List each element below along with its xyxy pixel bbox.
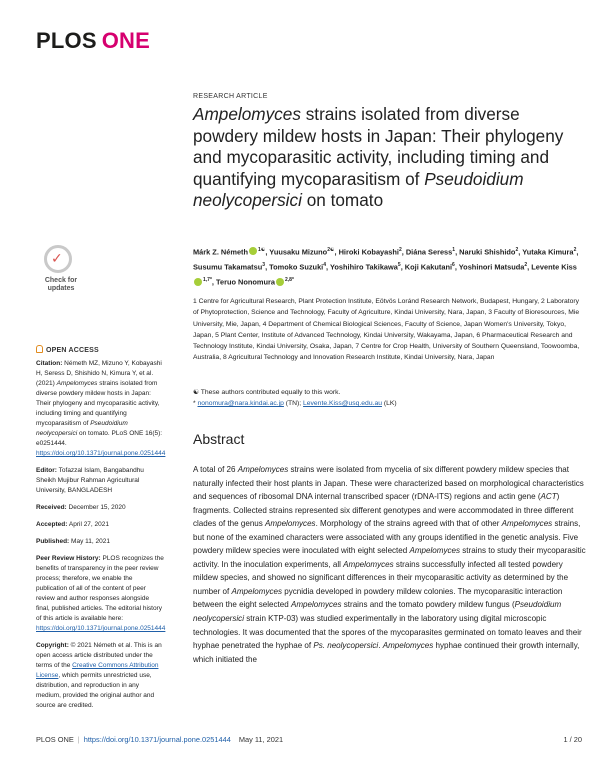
author-name: Yutaka Kimura — [522, 247, 574, 257]
email-link-lk[interactable]: Levente.Kiss@usq.edu.au — [303, 400, 382, 407]
italic-term: ACT — [540, 492, 557, 502]
italic-term: Ampelomyces — [343, 559, 394, 569]
author-affiliation-marker: 1☯ — [258, 247, 266, 253]
author-affiliation-marker: 2☯ — [327, 247, 335, 253]
author-name: Levente Kiss — [531, 262, 577, 272]
equal-contribution-note: ☯ These authors contributed equally to this work. — [193, 389, 341, 396]
author-affiliation-marker: 2 — [524, 262, 528, 269]
footer-date: May 11, 2021 — [238, 735, 284, 744]
logo-plos: PLOS — [36, 28, 97, 53]
author-affiliation-marker: 2,8* — [285, 277, 294, 284]
peer-review-history: Peer Review History: PLOS recognizes the benefits of transparency in the peer review process; therefore, we enable the publication of all of the content of peer review and author responses alongside final, published articles. The editorial history of this article is available here: https://doi.org/10.1371/journal.pone.0251444 — [36, 555, 166, 632]
italic-term: Ampelomyces — [501, 519, 553, 529]
editor: Editor: Tofazzal Islam, Bangabandhu Sheikh Mujibur Rahman Agricultural University, BANGLADESH — [36, 467, 144, 494]
footer-doi-link[interactable]: https://doi.org/10.1371/journal.pone.0251444 — [83, 735, 231, 744]
orcid-icon[interactable] — [276, 278, 284, 286]
license-link[interactable]: Creative Commons Attribution License — [36, 662, 159, 679]
correspondence-line: * nonomura@nara.kindai.ac.jp (TN); Levente.Kiss@usq.edu.au (LK) — [193, 400, 397, 407]
published-date: Published: May 11, 2021 — [36, 538, 110, 545]
author-name: Naruki Shishido — [459, 247, 516, 257]
title-part1: strains isolated from diverse powdery mildew hosts in Japan: Their phylogeny and mycoparasitic activity, including timing and quantifying mycoparasitism of — [193, 104, 564, 189]
author-affiliation-marker: 2 — [515, 247, 519, 253]
open-lock-icon — [36, 345, 43, 353]
article-title — [193, 104, 583, 212]
italic-term: Ampelomyces — [382, 641, 434, 651]
citation-doi-link[interactable]: https://doi.org/10.1371/journal.pone.0251444 — [36, 450, 166, 457]
copyright: Copyright: © 2021 Németh et al. This is an open access article distributed under the terms of the Creative Commons Attribution License, which permits unrestricted use, distribution, and reproduction in any medium, provided the original author and source are credited. — [36, 642, 162, 709]
author-name: Yoshihiro Takikawa — [330, 262, 398, 272]
page-footer: PLOS ONE | https://doi.org/10.1371/journal.pone.0251444 May 11, 2021 1 / 20 — [36, 735, 582, 744]
author-affiliation-marker: 5 — [397, 262, 401, 269]
author-affiliation-marker: 2 — [573, 247, 577, 253]
title-part2: on tomato — [301, 190, 384, 210]
author-affiliation-marker: 4 — [323, 262, 327, 269]
italic-term: Ps. neolycopersici — [313, 641, 379, 651]
author-affiliation-marker: 3 — [262, 262, 266, 269]
abstract-text: A total of 26 Ampelomyces strains were isolated from mycelia of six different powdery mildew species that naturally infected their host plants in Japan. These were characterized based on morphological characteristics and sequences of ribosomal DNA internal transcribed spacer (rDNA-ITS) regions and actin gene (ACT) fragments. Collected strains represented six different genotypes and were accommodated in three different clades of the genus Ampelomyces. Morphology of the strains agreed with that of other Ampelomyces strains, but none of the examined characters were associated with any groups identified in the genetic analysis. Five powdery mildew species were inoculated with eight selected Ampelomyces strains to study their mycoparasitic activity. In the inoculation experiments, all Ampelomyces strains successfully infected all tested powdery mildew species, and showed no significant differences in their mycoparasitic activity as determined by the number of Ampelomyces pycnidia developed in powdery mildew colonies. The mycoparasitic interaction between the eight selected Ampelomyces strains and the tomato powdery mildew fungus (Pseudoidium neolycopersici strain KTP-03) was studied experimentally in the laboratory using digital microscopic technologies. It was documented that the spores of the mycoparasites germinated on tomato leaves and their hyphae penetrated the hyphae of Ps. neolycopersici. Ampelomyces hyphae continued their growth internally, which initiated the — [193, 465, 586, 664]
affiliations: 1 Centre for Agricultural Research, Plant Protection Institute, Eötvös Loránd Research Network, Budapest, Hungary, 2 Laboratory of Phytoprotection, Science and Technology, Faculty of Agriculture, Kindai University, Nara, Japan, 3 Faculty of Bioresources, Mie University, Mie, Japan, 4 Department of Chemical Biological Sciences, Faculty of Science, Japan Women's University, Tokyo, Japan, 5 Plant Center, Institute of Advanced Technology, Kindai University, Wakayama, Japan, 6 Pharmaceutical Research and Technology Institute, Kindai University, Osaka, Japan, 7 Centre for Crop Health, University of Southern Queensland, Toowoomba, Australia, 8 Agricultural Technology and Innovation Research Institute, Kindai University, Nara, Japan — [193, 298, 580, 362]
italic-term: Ampelomyces — [409, 546, 461, 556]
author-affiliation-marker: 1 — [452, 247, 456, 253]
title-genus: Ampelomyces — [193, 104, 301, 124]
footer-journal: PLOS ONE — [36, 735, 74, 744]
italic-term: Ampelomyces — [231, 586, 283, 596]
author-list: Márk Z. Németh $^{1☯}$, Yuusaku Mizuno$^{2☯}$, Hiroki Kobayashi$^2$, Diána Seress$^1$, Naruki Shishido$^2$, Yutaka Kimura$^2$, Susumu Takamatsu$^3$, Tomoko Suzuki$^4$, Yoshihiro Takikawa$^5$, Koji Kakutani$^6$, Yoshinori Matsuda$^2$, Levente Kiss$^{1,7*}$, Teruo Nonomura $^{2,8*}$ — [193, 247, 579, 287]
author-affiliation-marker: 6 — [452, 262, 455, 269]
check-mark-icon: ✓ — [51, 250, 63, 266]
italic-term: Ampelomyces — [290, 600, 342, 610]
author-affiliation-marker: 2 — [398, 247, 402, 253]
italic-term: Ampelomyces — [265, 519, 316, 529]
author-name: Susumu Takamatsu — [193, 262, 263, 272]
logo-one: ONE — [101, 28, 150, 53]
email-owner-lk: (LK) — [381, 400, 397, 407]
email-link-tn[interactable]: nonomura@nara.kindai.ac.jp — [197, 400, 284, 407]
author-name: Teruo Nonomura — [216, 277, 276, 287]
accepted-date: Accepted: April 27, 2021 — [36, 521, 109, 528]
italic-term: Ampelomyces — [237, 465, 289, 474]
received-date: Received: December 15, 2020 — [36, 504, 126, 511]
orcid-icon[interactable] — [194, 278, 202, 286]
journal-logo — [36, 28, 150, 54]
author-name: Tomoko Suzuki — [269, 262, 324, 272]
author-notes — [193, 387, 585, 409]
author-name: Márk Z. Németh — [193, 247, 249, 257]
author-name: Yoshinori Matsuda — [458, 262, 525, 272]
article-type: RESEARCH ARTICLE — [193, 93, 268, 100]
author-name: Koji Kakutani — [404, 262, 453, 272]
open-access-label: OPEN ACCESS — [36, 345, 99, 354]
abstract-heading: Abstract — [193, 431, 245, 447]
author-name: Hiroki Kobayashi — [338, 247, 399, 257]
email-owner-tn: (TN); — [283, 400, 304, 407]
author-affiliation-marker: 1,7* — [203, 277, 212, 284]
orcid-icon[interactable] — [249, 247, 257, 255]
peer-review-doi-link[interactable]: https://doi.org/10.1371/journal.pone.0251444 — [36, 625, 166, 632]
author-name: Yuusaku Mizuno — [269, 247, 328, 257]
article-info-sidebar — [36, 359, 164, 718]
italic-term: Pseudoidium neolycopersici — [193, 600, 562, 624]
author-name: Diána Seress — [405, 247, 453, 257]
title-species: Pseudoidium neolycopersici — [193, 168, 524, 210]
check-for-updates-badge[interactable] — [36, 245, 86, 297]
citation: Citation: Németh MZ, Mizuno Y, Kobayashi H, Seress D, Shishido N, Kimura Y, et al. (2021) Ampelomyces strains isolated from diverse powdery mildew hosts in Japan: Their phylogeny and mycoparasitic activity, including timing and quantifying mycoparasitism of Pseudoidium neolycopersici on tomato. PLoS ONE 16(5): e0251444. https://doi.org/10.1371/journal.pone.0251444 — [36, 360, 166, 457]
page-number: 1 / 20 — [563, 735, 582, 744]
check-updates-label: Check for updates — [44, 277, 78, 292]
